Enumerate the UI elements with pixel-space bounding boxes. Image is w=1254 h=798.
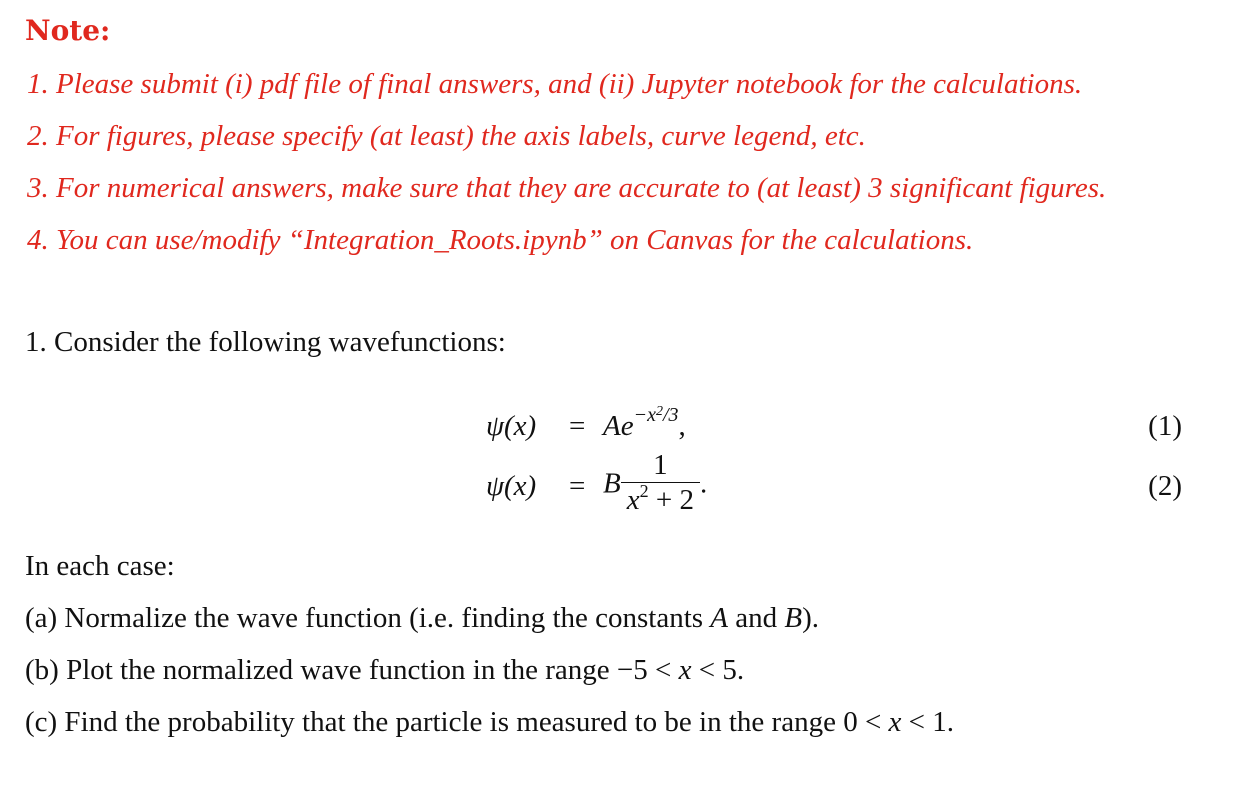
equation-2-lhs: ψ(x)	[486, 470, 537, 502]
part-a-end: ).	[802, 602, 820, 634]
question-intro: 1. Consider the following wavefunctions:	[25, 326, 506, 358]
part-b-var-x: x	[678, 654, 692, 686]
part-c-end: < 1.	[901, 706, 955, 738]
equation-2-denominator	[621, 482, 700, 520]
equation-2-numerator: 1	[653, 449, 668, 481]
equation-2-rhs	[603, 450, 707, 522]
case-intro: In each case:	[25, 550, 175, 582]
equation-1-exponent	[634, 404, 679, 426]
equation-2-base: B	[603, 467, 621, 500]
part-b-end: < 5.	[691, 654, 745, 686]
equation-1-tail: ,	[678, 410, 686, 442]
equation-1-exp-pre: −x	[633, 404, 656, 426]
equation-2-fraction	[621, 448, 700, 520]
part-a-var-b: B	[784, 602, 803, 634]
note-item-4: 4. You can use/modify “Integration_Roots.ipynb” on Canvas for the calculations.	[27, 224, 974, 256]
equation-2-den-var: x	[626, 484, 640, 516]
part-a	[25, 602, 819, 635]
equation-1-exp-sq: 2	[655, 404, 663, 419]
note-item-1: 1. Please submit (i) pdf file of final answers, and (ii) Jupyter notebook for the calculations.	[27, 68, 1083, 100]
part-c	[25, 706, 954, 739]
part-b-text: (b) Plot the normalized wave function in the range −5 <	[25, 654, 679, 686]
equation-1-exp-post: /3	[662, 404, 679, 426]
note-title: Note:	[25, 14, 111, 47]
equation-2-equals: =	[569, 470, 586, 502]
equation-1-lhs: ψ(x)	[486, 410, 537, 442]
part-b	[25, 654, 744, 687]
equation-1-equals: =	[569, 410, 586, 442]
note-item-2: 2. For figures, please specify (at least) the axis labels, curve legend, etc.	[27, 120, 866, 152]
equation-2-tail: .	[699, 467, 708, 500]
part-c-text: (c) Find the probability that the particle is measured to be in the range 0 <	[25, 706, 889, 738]
part-a-text: (a) Normalize the wave function (i.e. finding the constants	[25, 602, 711, 634]
equation-2-den-sq: 2	[639, 481, 649, 501]
equation-2-number: (2)	[1148, 470, 1182, 502]
note-item-3: 3. For numerical answers, make sure that they are accurate to (at least) 3 significant figures.	[27, 172, 1107, 204]
equation-1-base: Ae	[603, 410, 634, 442]
part-a-mid: and	[728, 602, 785, 634]
equation-1-number: (1)	[1148, 410, 1182, 442]
equation-2-den-rest: + 2	[648, 484, 694, 516]
part-a-var-a: A	[710, 602, 729, 634]
part-c-var-x: x	[888, 706, 902, 738]
equation-1-rhs	[603, 404, 686, 443]
